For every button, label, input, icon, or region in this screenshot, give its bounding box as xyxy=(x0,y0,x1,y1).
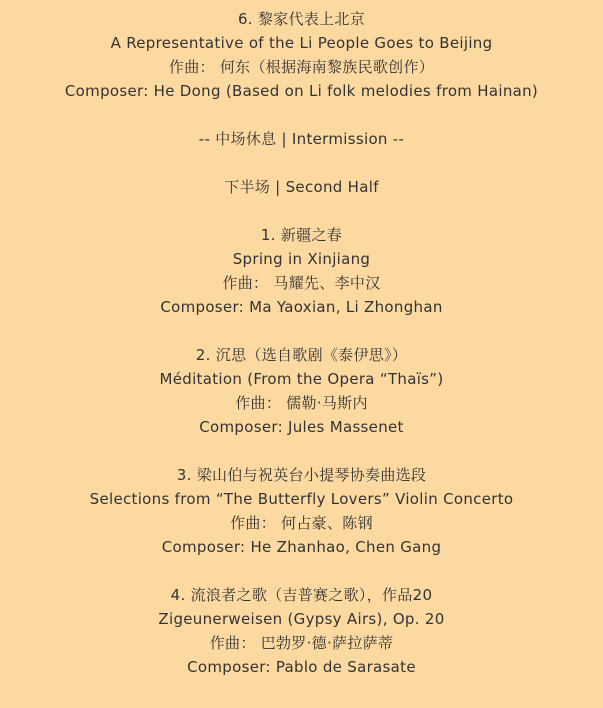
second-half-heading: 下半场 | Second Half xyxy=(224,178,379,196)
piece-title-cn: 6. 黎家代表上北京 xyxy=(237,10,366,28)
piece-title-en: Méditation (From the Opera “Thaïs”) xyxy=(159,370,444,388)
spacer xyxy=(0,439,603,463)
program-item-3 xyxy=(0,463,603,559)
piece-title-en: Selections from “The Butterfly Lovers” Violin Concerto xyxy=(89,490,514,508)
piece-title-cn: 4. 流浪者之歌（吉普赛之歌），作品20 xyxy=(170,586,433,604)
spacer xyxy=(0,103,603,127)
spacer xyxy=(0,559,603,583)
composer-cn: 作曲： 巴勃罗·德·萨拉萨蒂 xyxy=(209,634,394,652)
composer-en: Composer: Ma Yaoxian, Li Zhonghan xyxy=(160,298,443,316)
composer-en: Composer: Jules Massenet xyxy=(199,418,404,436)
program-item-2 xyxy=(0,343,603,439)
piece-title-cn: 2. 沉思（选自歌剧《泰伊思》） xyxy=(195,346,408,364)
piece-title-cn: 1. 新疆之春 xyxy=(260,226,343,244)
program-item-1 xyxy=(0,223,603,319)
piece-title-en: A Representative of the Li People Goes to Beijing xyxy=(110,34,493,52)
intermission-label: -- 中场休息 | Intermission -- xyxy=(198,130,405,148)
composer-cn: 作曲： 何东（根据海南黎族民歌创作） xyxy=(168,58,435,76)
spacer xyxy=(0,319,603,343)
piece-title-en: Spring in Xinjiang xyxy=(232,250,371,268)
composer-cn: 作曲： 何占豪、陈钢 xyxy=(230,514,373,532)
spacer xyxy=(0,151,603,175)
spacer xyxy=(0,199,603,223)
composer-en: Composer: He Zhanhao, Chen Gang xyxy=(161,538,442,556)
program-item-6 xyxy=(0,7,603,103)
composer-cn: 作曲： 儒勒·马斯内 xyxy=(235,394,368,412)
piece-title-cn: 3. 梁山伯与祝英台小提琴协奏曲选段 xyxy=(176,466,427,484)
piece-title-en: Zigeunerweisen (Gypsy Airs), Op. 20 xyxy=(158,610,445,628)
composer-en: Composer: Pablo de Sarasate xyxy=(187,658,416,676)
composer-cn: 作曲： 马耀先、李中汉 xyxy=(222,274,381,292)
composer-en: Composer: He Dong (Based on Li folk melodies from Hainan) xyxy=(64,82,539,100)
program-item-4 xyxy=(0,583,603,679)
